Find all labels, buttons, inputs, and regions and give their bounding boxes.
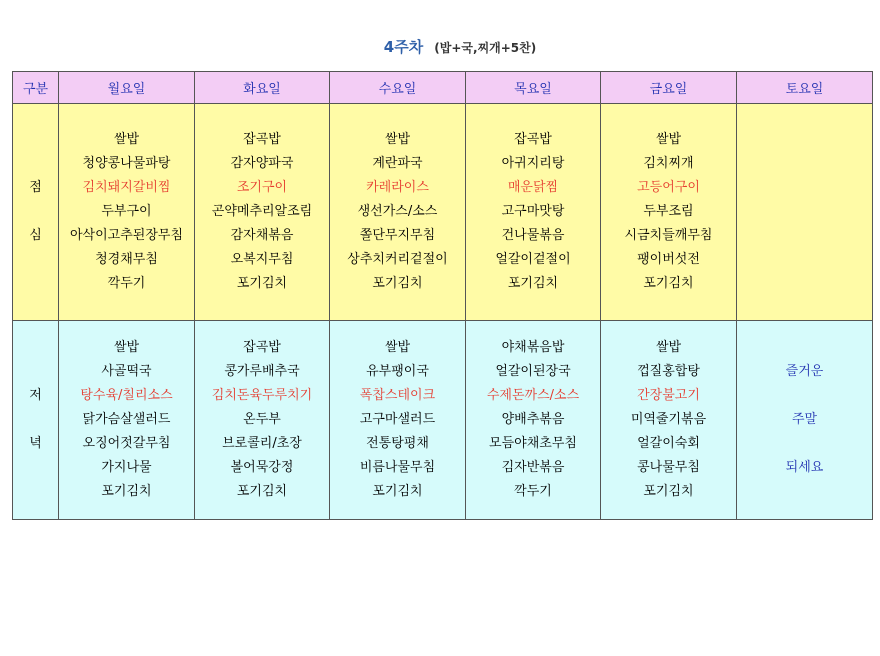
menu-item: 폭찹스테이크 xyxy=(359,388,436,403)
menu-item: 조기구이 xyxy=(236,180,288,195)
lunch-cell-sat xyxy=(737,104,873,321)
header-day-sat: 토요일 xyxy=(737,72,873,104)
lunch-row xyxy=(13,104,873,321)
menu-item: 비름나물무침 xyxy=(359,460,436,475)
menu-item: 껍질홍합탕 xyxy=(637,364,700,379)
menu-item: 모듬야채초무침 xyxy=(489,436,577,451)
menu-item: 아귀지리탕 xyxy=(501,156,565,171)
menu-item: 김치돈육두루치기 xyxy=(211,388,313,403)
menu-item: 가지나물 xyxy=(101,460,152,475)
menu-item: 깍두기 xyxy=(514,484,552,499)
menu-item: 쌀밥 xyxy=(655,340,682,355)
lunch-cell-fri xyxy=(601,104,737,321)
dinner-cell-tue xyxy=(195,321,330,520)
menu-item: 포기김치 xyxy=(507,276,559,291)
week-subtitle: (밥+국,찌개+5찬) xyxy=(434,41,537,55)
dinner-cell-thu xyxy=(466,321,601,520)
menu-item: 탕수육/칠리소스 xyxy=(80,388,173,403)
menu-item: 청양콩나물파탕 xyxy=(82,156,171,171)
menu-item: 오징어젓갈무침 xyxy=(82,436,171,451)
weekend-message-line: 즐거운 xyxy=(785,364,824,379)
menu-item: 계란파국 xyxy=(372,156,423,171)
lunch-label-char: 심 xyxy=(29,228,42,243)
menu-item: 닭가슴살샐러드 xyxy=(82,412,171,427)
menu-item: 쌀밥 xyxy=(113,132,140,147)
header-day-wed: 수요일 xyxy=(330,72,466,104)
menu-item: 두부조림 xyxy=(643,204,694,219)
menu-item: 포기김치 xyxy=(372,276,423,291)
menu-item: 브로콜리/초장 xyxy=(222,436,302,451)
weekly-menu-table xyxy=(12,71,873,520)
menu-item: 김치찌개 xyxy=(643,156,694,171)
week-title: 4주차 xyxy=(383,38,424,56)
menu-item: 얼갈이겉절이 xyxy=(495,252,571,267)
lunch-cell-tue xyxy=(195,104,330,321)
menu-item: 쌀밥 xyxy=(384,340,411,355)
menu-item: 콩나물무침 xyxy=(637,460,700,475)
header-day-mon: 월요일 xyxy=(59,72,195,104)
menu-item: 미역줄기볶음 xyxy=(630,412,707,427)
menu-item: 두부구이 xyxy=(101,204,152,219)
menu-item: 온두부 xyxy=(243,412,281,427)
menu-item: 고구마맛탕 xyxy=(501,204,565,219)
menu-item: 건나물볶음 xyxy=(501,228,565,243)
menu-item: 포기김치 xyxy=(643,276,694,291)
menu-item: 감자채볶음 xyxy=(230,228,294,243)
menu-item: 콩가루배추국 xyxy=(224,364,300,379)
dinner-label xyxy=(13,321,59,520)
lunch-cell-mon xyxy=(59,104,195,321)
menu-item: 잡곡밥 xyxy=(514,132,552,147)
weekend-message-line: 주말 xyxy=(791,412,818,427)
menu-item: 얼갈이숙회 xyxy=(637,436,700,451)
lunch-label xyxy=(13,104,59,321)
menu-item: 전통탕평채 xyxy=(366,436,429,451)
menu-item: 야채볶음밥 xyxy=(501,340,565,355)
menu-item: 고구마샐러드 xyxy=(359,412,436,427)
header-day-thu: 목요일 xyxy=(466,72,601,104)
header-row xyxy=(13,72,873,104)
menu-item: 포기김치 xyxy=(101,484,152,499)
menu-item: 감자양파국 xyxy=(230,156,294,171)
header-category: 구분 xyxy=(13,72,59,104)
menu-item: 김자반볶음 xyxy=(501,460,565,475)
menu-item: 포기김치 xyxy=(643,484,694,499)
menu-item: 오복지무침 xyxy=(230,252,294,267)
menu-item: 청경채무침 xyxy=(95,252,158,267)
menu-item: 곤약메추리알조림 xyxy=(211,204,313,219)
menu-item: 쌀밥 xyxy=(384,132,411,147)
menu-item: 간장불고기 xyxy=(637,388,700,403)
dinner-row xyxy=(13,321,873,520)
dinner-cell-mon xyxy=(59,321,195,520)
lunch-cell-thu xyxy=(466,104,601,321)
dinner-label-char: 녁 xyxy=(29,436,42,451)
menu-item: 수제돈까스/소스 xyxy=(486,388,580,403)
menu-item: 김치돼지갈비찜 xyxy=(82,180,171,195)
menu-item: 아삭이고추된장무침 xyxy=(69,228,184,243)
menu-item: 양배추볶음 xyxy=(501,412,565,427)
header-day-fri: 금요일 xyxy=(601,72,737,104)
dinner-cell-sat xyxy=(737,321,873,520)
dinner-label-char: 저 xyxy=(29,388,42,403)
dinner-cell-wed xyxy=(330,321,466,520)
lunch-cell-wed xyxy=(330,104,466,321)
page-title xyxy=(0,36,880,57)
menu-item: 팽이버섯전 xyxy=(637,252,700,267)
menu-item: 고등어구이 xyxy=(637,180,700,195)
menu-item: 사골떡국 xyxy=(101,364,152,379)
menu-item: 잡곡밥 xyxy=(243,132,281,147)
lunch-label-char: 점 xyxy=(29,180,42,195)
menu-item: 잡곡밥 xyxy=(243,340,281,355)
menu-item: 상추치커리겉절이 xyxy=(347,252,448,267)
menu-item: 쌀밥 xyxy=(113,340,140,355)
menu-item: 포기김치 xyxy=(236,276,288,291)
menu-item: 카레라이스 xyxy=(366,180,429,195)
menu-item: 얼갈이된장국 xyxy=(495,364,571,379)
menu-item: 생선가스/소스 xyxy=(357,204,438,219)
menu-item: 시금치들깨무침 xyxy=(624,228,713,243)
menu-item: 깍두기 xyxy=(107,276,146,291)
menu-item: 포기김치 xyxy=(372,484,423,499)
weekend-message-line: 되세요 xyxy=(785,460,824,475)
menu-item: 매운닭찜 xyxy=(507,180,559,195)
menu-item: 쌀밥 xyxy=(655,132,682,147)
menu-item: 포기김치 xyxy=(236,484,288,499)
menu-item: 볼어묵강정 xyxy=(230,460,294,475)
menu-item: 유부팽이국 xyxy=(366,364,429,379)
menu-item: 쫄단무지무침 xyxy=(359,228,436,243)
dinner-cell-fri xyxy=(601,321,737,520)
header-day-tue: 화요일 xyxy=(195,72,330,104)
